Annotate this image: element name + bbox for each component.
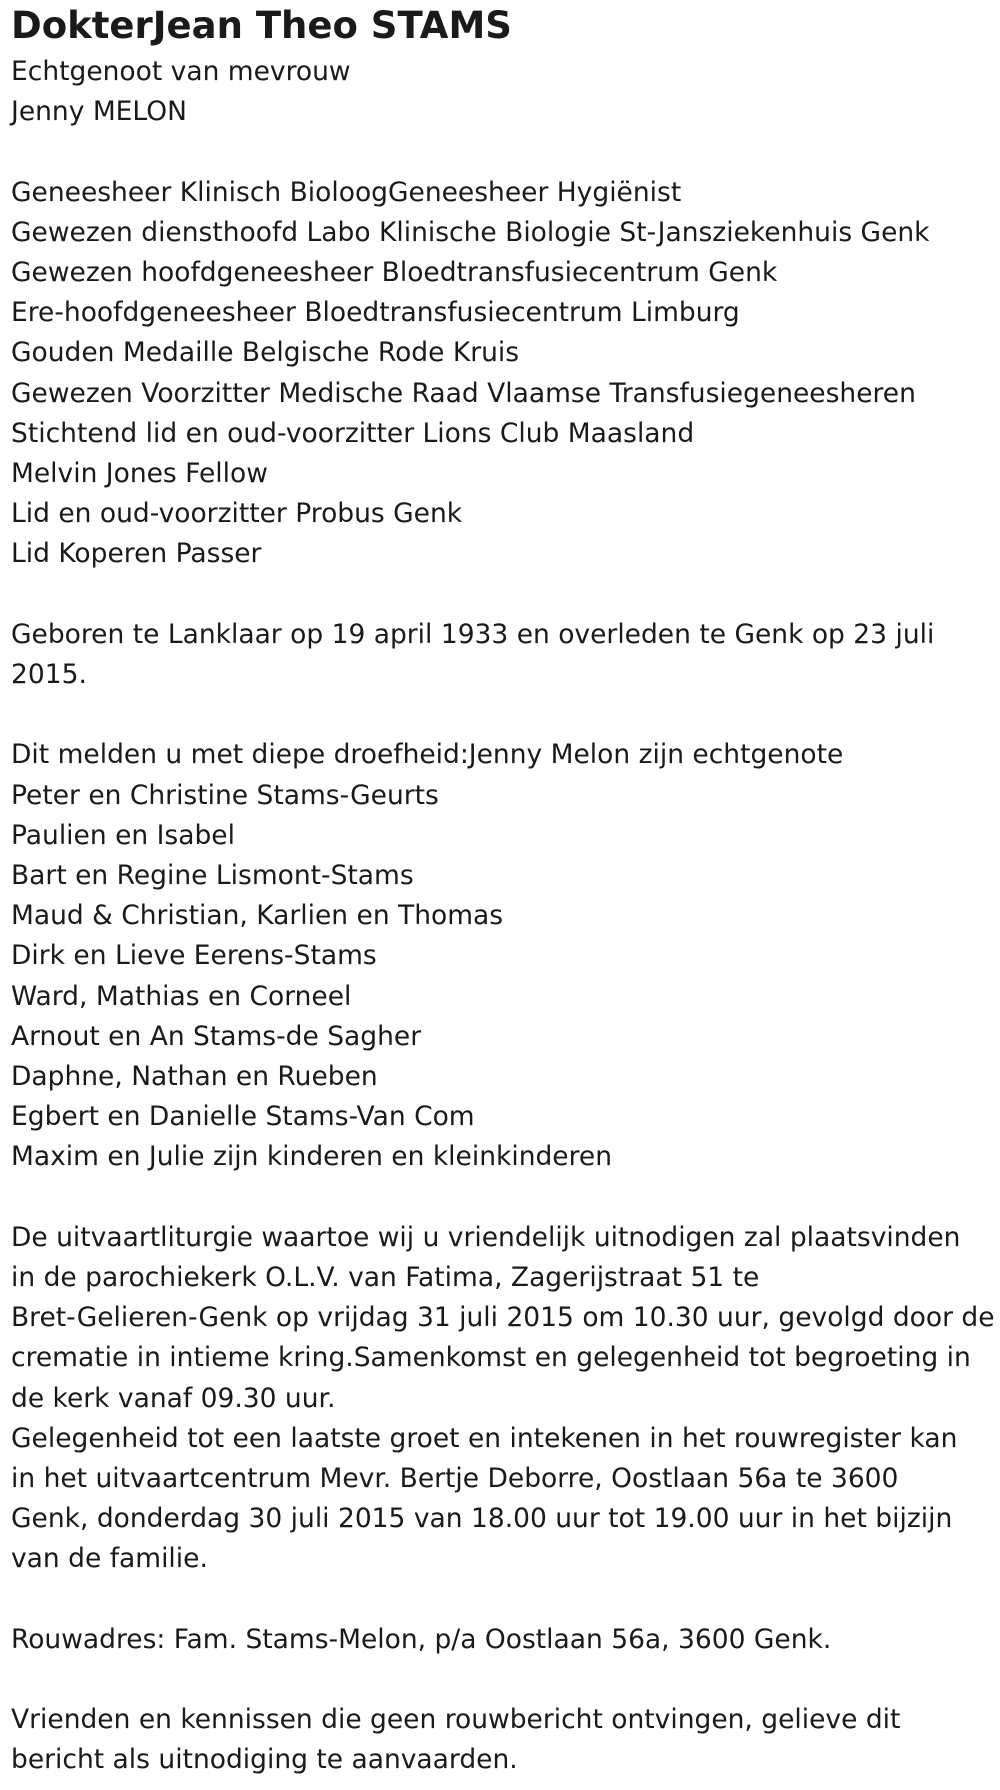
title-line: Melvin Jones Fellow xyxy=(11,458,268,490)
title-line: Gewezen Voorzitter Medische Raad Vlaamse Transfusiegeneesheren xyxy=(11,377,916,409)
title-line: Lid Koperen Passer xyxy=(11,538,262,570)
paragraph-gap xyxy=(11,1178,989,1218)
paragraph-gap xyxy=(11,1660,989,1700)
funeral-line: in het uitvaartcentrum Mevr. Bertje Deborre, Oostlaan 56a te 3600 xyxy=(11,1463,899,1495)
family-line: Egbert en Danielle Stams-Van Com xyxy=(11,1101,475,1133)
birth-death-line: Geboren te Lanklaar op 19 april 1933 en overleden te Genk op 23 juli xyxy=(11,618,935,650)
title-line: Gewezen diensthoofd Labo Klinische Biologie St-Jansziekenhuis Genk xyxy=(11,216,930,248)
funeral-line: Bret-Gelieren-Genk op vrijdag 31 juli 2015 om 10.30 uur, gevolgd door de xyxy=(11,1302,995,1334)
funeral-line: crematie in intieme kring.Samenkomst en gelegenheid tot begroeting in xyxy=(11,1342,971,1374)
family-line: Bart en Regine Lismont-Stams xyxy=(11,860,414,892)
funeral-line: de kerk vanaf 09.30 uur. xyxy=(11,1382,336,1414)
family-line: Dirk en Lieve Eerens-Stams xyxy=(11,940,377,972)
closing-line: bericht als uitnodiging te aanvaarden. xyxy=(11,1744,518,1776)
spouse-line: Jenny MELON xyxy=(11,96,187,128)
paragraph-gap xyxy=(11,575,989,615)
closing-line: Vrienden en kennissen die geen rouwbericht ontvingen, gelieve dit xyxy=(11,1704,901,1736)
funeral-line: Genk, donderdag 30 juli 2015 van 18.00 uur tot 19.00 uur in het bijzijn xyxy=(11,1503,953,1535)
family-line: Maxim en Julie zijn kinderen en kleinkinderen xyxy=(11,1141,613,1173)
funeral-line: Gelegenheid tot een laatste groet en intekenen in het rouwregister kan xyxy=(11,1422,958,1454)
deceased-name: DokterJean Theo STAMS xyxy=(11,4,512,47)
spouse-line: Echtgenoot van mevrouw xyxy=(11,56,351,87)
funeral-line: van de familie. xyxy=(11,1543,208,1575)
funeral-line: De uitvaartliturgie waartoe wij u vriendelijk uitnodigen zal plaatsvinden xyxy=(11,1221,961,1253)
family-line: Maud & Christian, Karlien en Thomas xyxy=(11,900,504,932)
paragraph-gap xyxy=(11,132,989,172)
paragraph-gap xyxy=(11,1580,989,1620)
funeral-line: in de parochiekerk O.L.V. van Fatima, Zagerijstraat 51 te xyxy=(11,1262,760,1294)
family-line: Dit melden u met diepe droefheid:Jenny Melon zijn echtgenote xyxy=(11,739,844,771)
family-line: Ward, Mathias en Corneel xyxy=(11,980,352,1012)
family-line: Peter en Christine Stams-Geurts xyxy=(11,779,439,811)
family-line: Paulien en Isabel xyxy=(11,819,235,851)
title-line: Stichtend lid en oud-voorzitter Lions Club Maasland xyxy=(11,417,695,449)
title-line: Lid en oud-voorzitter Probus Genk xyxy=(11,498,463,530)
title-line: Ere-hoofdgeneesheer Bloedtransfusiecentrum Limburg xyxy=(11,297,740,329)
title-line: Gewezen hoofdgeneesheer Bloedtransfusiecentrum Genk xyxy=(11,257,778,288)
family-line: Arnout en An Stams-de Sagher xyxy=(11,1020,422,1052)
title-line: Gouden Medaille Belgische Rode Kruis xyxy=(11,337,520,369)
mourning-address: Rouwadres: Fam. Stams-Melon, p/a Oostlaan 56a, 3600 Genk. xyxy=(11,1623,832,1655)
paragraph-gap xyxy=(11,695,989,735)
birth-death-line: 2015. xyxy=(11,659,87,691)
title-line: Geneesheer Klinisch BioloogGeneesheer Hygiënist xyxy=(11,176,682,208)
family-line: Daphne, Nathan en Rueben xyxy=(11,1061,378,1093)
